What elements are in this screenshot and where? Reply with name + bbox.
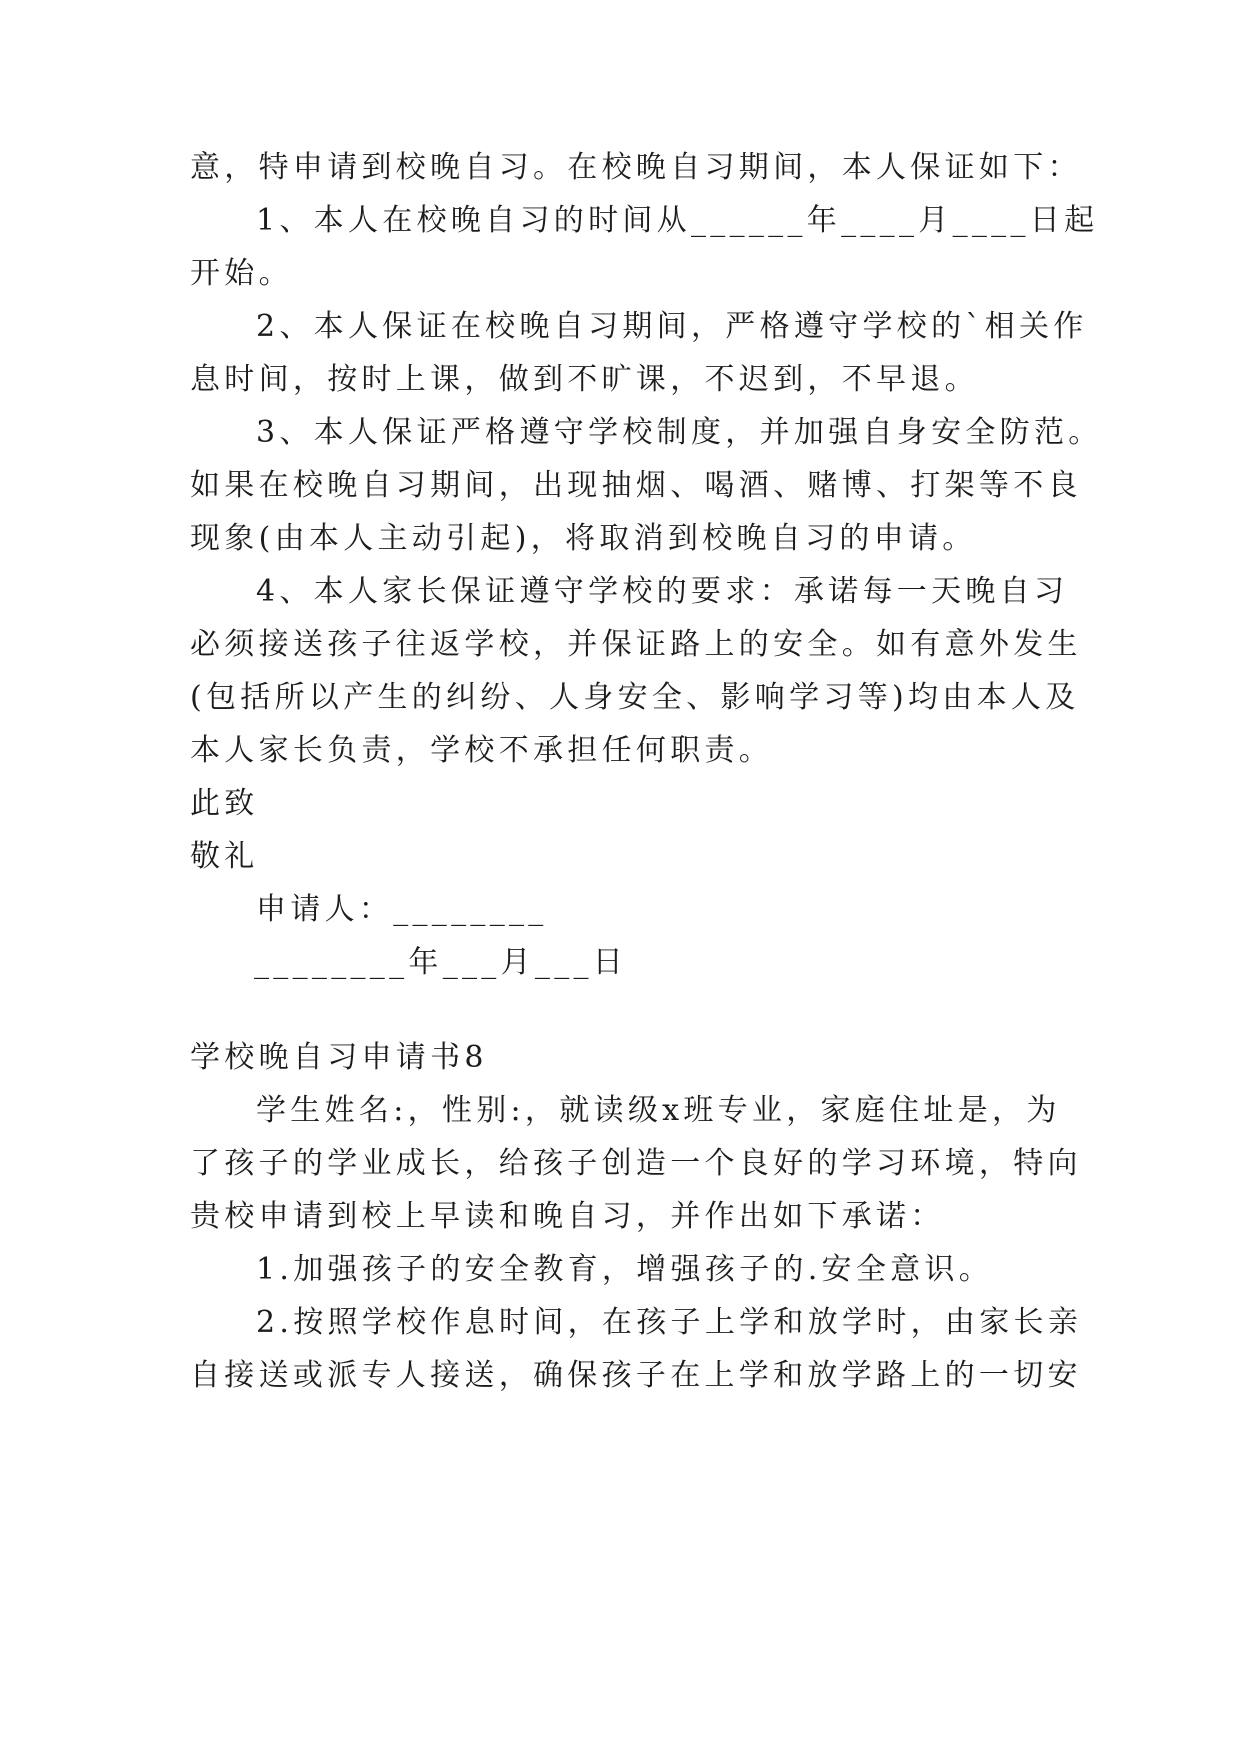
paragraph-line: 1.加强孩子的安全教育，增强孩子的.安全意识。: [256, 1252, 994, 1287]
paragraph-line: 意，特申请到校晚自习。在校晚自习期间，本人保证如下：: [190, 150, 1082, 185]
paragraph-line: 2、本人保证在校晚自习期间，严格遵守学校的`相关作: [256, 309, 1088, 344]
paragraph-line: 3、本人保证严格遵守学校制度，并加强自身安全防范。: [256, 415, 1103, 450]
paragraph-line: 学生姓名:，性别:，就读级x班专业，家庭住址是，为: [256, 1093, 1061, 1128]
closing-salutation: 此致: [190, 786, 259, 821]
paragraph-line: (包括所以产生的纠纷、人身安全、影响学习等)均由本人及: [190, 680, 1080, 715]
paragraph-line: 自接送或派专人接送，确保孩子在上学和放学路上的一切安: [190, 1358, 1082, 1393]
paragraph-line: 4、本人家长保证遵守学校的要求：承诺每一天晚自习: [256, 574, 1069, 609]
section-title: 学校晚自习申请书8: [190, 1040, 488, 1075]
paragraph-line: 了孩子的学业成长，给孩子创造一个良好的学习环境，特向: [190, 1146, 1082, 1181]
paragraph-line: 本人家长负责，学校不承担任何职责。: [190, 733, 774, 768]
paragraph-line: 2.按照学校作息时间，在孩子上学和放学时，由家长亲: [256, 1305, 1083, 1340]
paragraph-line: 如果在校晚自习期间，出现抽烟、喝酒、赌博、打架等不良: [190, 468, 1082, 503]
paragraph-line: 开始。: [190, 256, 293, 291]
paragraph-line: 现象(由本人主动引起)，将取消到校晚自习的申请。: [190, 521, 977, 556]
paragraph-line: 贵校申请到校上早读和晚自习，并作出如下承诺：: [190, 1199, 945, 1234]
paragraph-line: 1、本人在校晚自习的时间从______年____月____日起: [256, 203, 1099, 238]
paragraph-line: 必须接送孩子往返学校，并保证路上的安全。如有意外发生: [190, 627, 1082, 662]
paragraph-line: 息时间，按时上课，做到不旷课，不迟到，不早退。: [190, 362, 979, 397]
applicant-signature-line: 申请人：________: [256, 892, 548, 927]
date-line: ________年___月___日: [254, 945, 628, 980]
closing-regards: 敬礼: [190, 839, 259, 874]
